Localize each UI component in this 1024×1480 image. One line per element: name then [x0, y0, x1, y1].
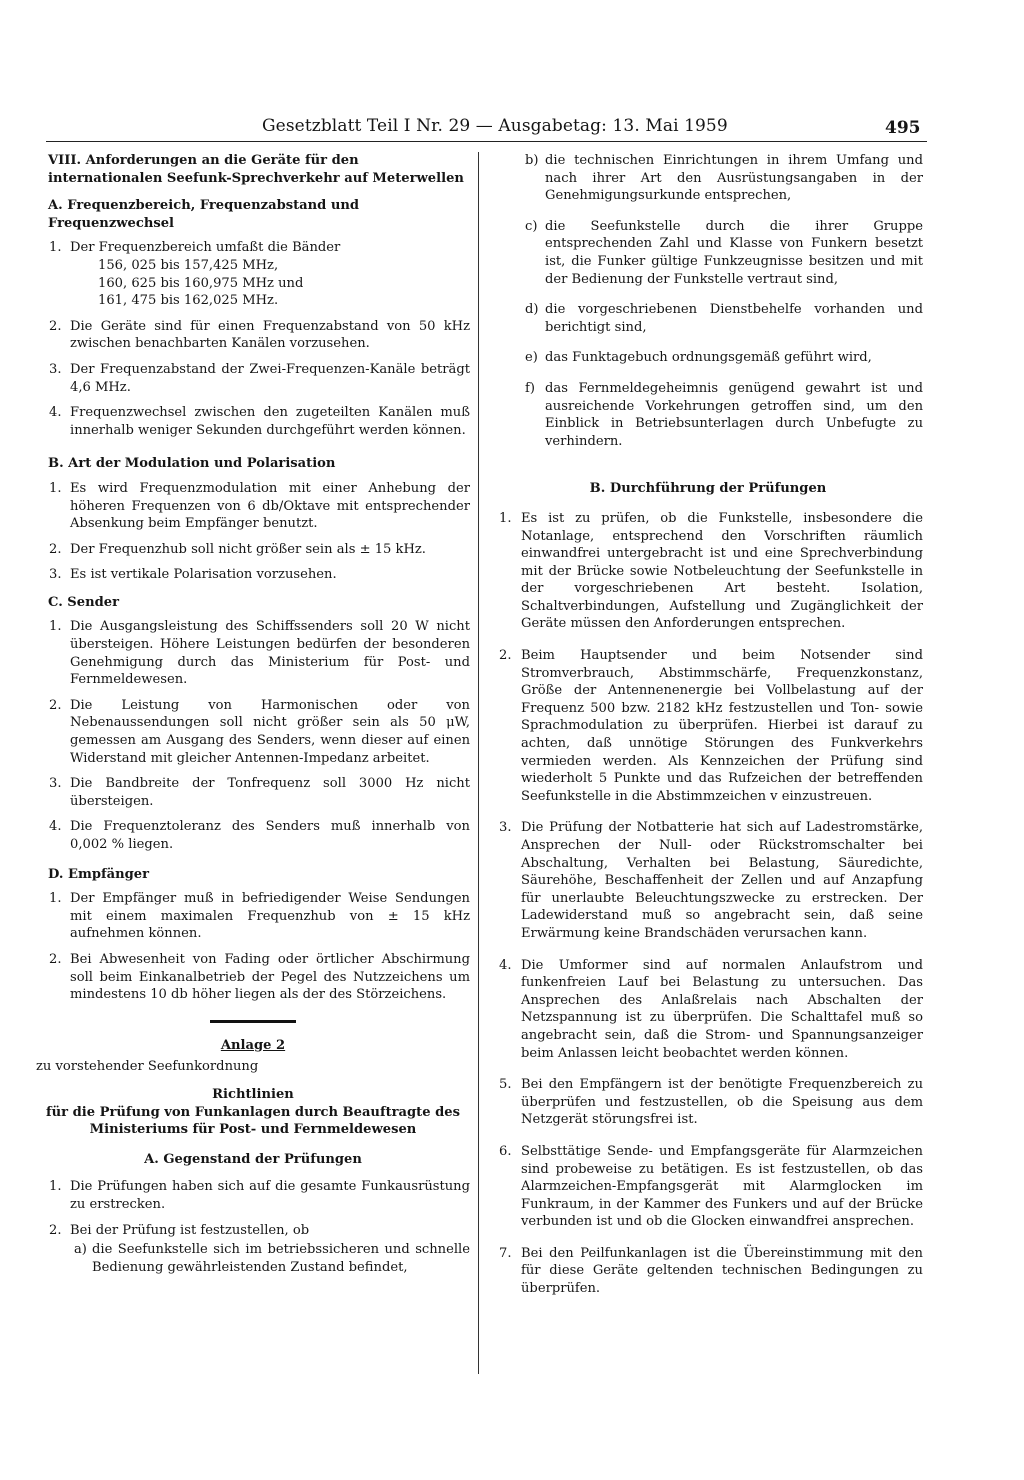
item-number: 5.	[499, 1077, 512, 1093]
item-text: Die Prüfungen haben sich auf die gesamte Funkausrüstung zu erstrecken.	[70, 1179, 470, 1212]
list-item	[36, 480, 470, 533]
sub-item-text: die technischen Einrichtungen in ihrem Umfang und nach ihrer Art den Ausrüstungsangaben in der Genehmigungsurkunde entsprechen,	[545, 153, 923, 204]
list-item	[36, 541, 470, 559]
sub-item	[493, 218, 923, 288]
frequency-band: 161, 475 bis 162,025 MHz.	[98, 293, 279, 309]
sub-item-letter: a)	[74, 1242, 87, 1258]
item-number: 7.	[499, 1245, 512, 1261]
sub-item	[493, 380, 923, 450]
list-item	[493, 957, 923, 1063]
sub-item	[493, 301, 923, 336]
item-number: 2.	[49, 318, 62, 334]
item-text: Der Frequenzabstand der Zwei-Frequenzen-Kanäle beträgt 4,6 MHz.	[70, 361, 470, 395]
guidelines-subtitle: für die Prüfung von Funkanlagen durch Beauftragte des Ministeriums für Post- und Fernmeldewesen	[46, 1104, 460, 1138]
item-text: Es ist zu prüfen, ob die Funkstelle, insbesondere die Notanlage, entsprechend den Vorschriften räumlich einwandfrei untergebracht ist und eine Sprechverbindung mit der Brücke sowie Notbeleuchtung der Seefunkstelle in der vorgeschriebenen Art besteht. Isolation, Schaltverbindungen, Aufstellung und Zugänglichkeit der Geräte müssen den Anforderungen entsprechen.	[521, 510, 923, 632]
list-item	[493, 1076, 923, 1129]
annex-title: Anlage 2	[220, 1037, 286, 1053]
section-d-heading: D. Empfänger	[48, 866, 150, 882]
item-number: 1.	[49, 480, 62, 496]
item-number: 1.	[49, 240, 62, 256]
sub-item-letter: d)	[525, 302, 539, 318]
list-item	[36, 1178, 470, 1213]
list-item	[36, 361, 470, 396]
sub-item-letter: b)	[525, 153, 539, 168]
item-text: Die Frequenztoleranz des Senders muß innerhalb von 0,002 % liegen.	[70, 819, 470, 852]
list-item	[36, 951, 470, 1004]
item-number: 1.	[49, 891, 62, 907]
list-item	[493, 1143, 923, 1231]
column-divider	[478, 152, 479, 1374]
sub-item-text: das Fernmeldegeheimnis genügend gewahrt ist und ausreichende Vorkehrungen getroffen sind, um den Einblick in Betriebsunterlagen durch Unbefugte zu verhindern.	[545, 380, 923, 449]
item-text: Die Leistung von Harmonischen oder von Nebenaussendungen soll nicht größer sein als 50 μW, gemessen am Ausgang des Senders, wenn dieser auf einen Widerstand mit gleicher Antennen-Impedanz arbeitet.	[70, 697, 470, 766]
list-item	[493, 647, 923, 805]
right-column	[493, 152, 923, 1312]
item-text: Frequenzwechsel zwischen den zugeteilten Kanälen muß innerhalb weniger Sekunden durchgeführt werden können.	[70, 405, 470, 438]
item-number: 1.	[499, 510, 512, 526]
list-item	[493, 510, 923, 633]
item-text: Bei Abwesenheit von Fading oder örtlicher Abschirmung soll beim Einkanalbetrieb der Pegel des Nutzzeichens um mindestens 10 db höher liegen als der des Störzeichens.	[70, 951, 470, 1003]
list-item	[36, 239, 470, 257]
item-text: Die Bandbreite der Tonfrequenz soll 3000 Hz nicht übersteigen.	[70, 776, 470, 809]
sub-item-letter: f)	[525, 380, 535, 396]
item-number: 2.	[49, 541, 62, 557]
list-item	[36, 318, 470, 353]
list-item	[36, 1222, 470, 1240]
item-number: 3.	[49, 776, 62, 792]
item-text: Es ist vertikale Polarisation vorzusehen.	[70, 567, 337, 583]
item-text: Der Frequenzbereich umfaßt die Bänder	[70, 240, 341, 256]
item-number: 4.	[49, 819, 62, 835]
section-a-heading: A. Frequenzbereich, Frequenzabstand und Frequenzwechsel	[48, 198, 360, 231]
item-number: 4.	[499, 957, 512, 973]
list-item	[36, 775, 470, 810]
list-item	[493, 819, 923, 942]
item-text: Die Geräte sind für einen Frequenzabstand von 50 kHz zwischen benachbarten Kanälen vorzusehen.	[70, 318, 470, 352]
item-text: Bei den Peilfunkanlagen ist die Übereinstimmung mit den für diese Geräte geltenden technischen Bedingungen zu überprüfen.	[521, 1245, 923, 1297]
list-item	[36, 566, 470, 584]
item-text: Die Umformer sind auf normalen Anlaufstrom und funkenfreien Lauf bei Belastung zu untersuchen. Das Ansprechen des Anlaßrelais nach Abschalten der Netzspannung ist zu überprüfen. Die Schalttafel muß so angebracht sein, daß die Strom- und Spannungsanzeiger beim Anlassen leicht beobachtet werden können.	[521, 957, 923, 1061]
left-column	[36, 152, 470, 1280]
annex-section-a-heading: A. Gegenstand der Prüfungen	[144, 1151, 362, 1167]
frequency-band: 156, 025 bis 157,425 MHz,	[98, 257, 279, 273]
sub-item-text: die Seefunkstelle sich im betriebssicheren und schnelle Bedienung gewährleistenden Zustand befindet,	[92, 1242, 470, 1275]
item-number: 2.	[499, 648, 512, 664]
item-text: Der Empfänger muß in befriedigender Weise Sendungen mit einem maximalen Frequenzhub von ± 15 kHz aufnehmen können.	[70, 891, 470, 942]
item-number: 2.	[49, 1222, 62, 1238]
guidelines-title: Richtlinien	[212, 1086, 294, 1102]
section-c-heading: C. Sender	[48, 594, 119, 610]
item-number: 3.	[49, 361, 62, 377]
annex-subtitle: zu vorstehender Seefunkordnung	[36, 1059, 259, 1075]
list-item	[36, 890, 470, 943]
item-text: Beim Hauptsender und beim Notsender sind Stromverbrauch, Abstimmschärfe, Frequenzkonstanz, Größe der Antennenenergie bei Vollbelastung auf der Frequenz 500 bzw. 2182 kHz festzustellen und Ton- sowie Sprachmodulation zu überprüfen. Hierbei ist darauf zu achten, daß unnötige Störungen des Funkverkehrs vermieden werden. Als Kennzeichen der Prüfung sind wiederholt 5 Punkte und das Rufzeichen der betreffenden Seefunkstelle in die Abstimmzeichen v einzustreuen.	[521, 648, 923, 804]
running-header: Gesetzblatt Teil I Nr. 29 — Ausgabetag: 13. Mai 1959	[262, 116, 728, 136]
list-item	[493, 1245, 923, 1298]
item-number: 1.	[49, 1179, 62, 1195]
sub-item-letter: e)	[525, 350, 538, 366]
list-item	[36, 618, 470, 688]
section-divider	[210, 1020, 296, 1023]
sub-item-text: das Funktagebuch ordnungsgemäß geführt wird,	[545, 350, 872, 366]
item-text: Selbsttätige Sende- und Empfangsgeräte für Alarmzeichen sind probeweise zu betätigen. Es ist festzustellen, ob das Alarmzeichen-Empfangsgerät mit Alarmglocken im Funkraum, in der Kammer des Funkers und auf der Brücke verbunden ist und ob die Glocken einwandfrei ansprechen.	[521, 1143, 923, 1230]
item-text: Bei der Prüfung ist festzustellen, ob	[70, 1222, 310, 1238]
list-item	[36, 818, 470, 853]
item-number: 2.	[49, 951, 62, 967]
sub-item-letter: c)	[525, 218, 538, 234]
item-number: 2.	[49, 697, 62, 713]
sub-item	[493, 349, 923, 367]
item-number: 3.	[499, 820, 512, 836]
list-item	[36, 697, 470, 767]
item-text: Der Frequenzhub soll nicht größer sein als ± 15 kHz.	[70, 541, 426, 557]
item-text: Die Ausgangsleistung des Schiffssenders soll 20 W nicht übersteigen. Höhere Leistungen bedürfen der besonderen Genehmigung durch das Ministerium für Post- und Fernmeldewesen.	[70, 619, 470, 688]
sub-item	[493, 152, 923, 205]
item-text: Bei den Empfängern ist der benötigte Frequenzbereich zu überprüfen und festzustellen, ob die Speisung aus dem Netzgerät störungsfrei ist.	[521, 1077, 923, 1128]
item-number: 1.	[49, 619, 62, 635]
item-number: 3.	[49, 567, 62, 583]
section-viii-heading: VIII. Anforderungen an die Geräte für den internationalen Seefunk-Sprechverkehr auf Meterwellen	[48, 153, 464, 186]
item-number: 6.	[499, 1143, 512, 1159]
sub-item-text: die Seefunkstelle durch die ihrer Gruppe entsprechenden Zahl und Klasse von Funkern besetzt ist, die Funker gültige Funkzeugnisse besitzen und mit der Bedienung der Funkstelle vertraut sind,	[545, 218, 923, 287]
page-number: 495	[885, 118, 921, 138]
section-b-heading: B. Art der Modulation und Polarisation	[48, 456, 336, 472]
header-rule	[46, 141, 927, 142]
list-item	[36, 404, 470, 439]
sub-item-text: die vorgeschriebenen Dienstbehelfe vorhanden und berichtigt sind,	[545, 302, 923, 335]
item-text: Es wird Frequenzmodulation mit einer Anhebung der höheren Frequenzen von 6 db/Oktave mit entsprechender Absenkung beim Empfänger benutzt.	[70, 480, 470, 532]
section-b-pruefungen-heading: B. Durchführung der Prüfungen	[589, 481, 827, 497]
sub-item	[36, 1241, 470, 1276]
item-number: 4.	[49, 405, 62, 421]
frequency-band: 160, 625 bis 160,975 MHz und	[98, 275, 304, 291]
item-text: Die Prüfung der Notbatterie hat sich auf Ladestromstärke, Ansprechen der Null- oder Rückstromschalter bei Abschaltung, Verhalten bei Belastung, Säuredichte, Säurehöhe, Beschaffenheit der Zellen und auf Anzapfung für unerlaubte Beleuchtungszwecke zu erstrecken. Der Ladewiderstand muß so angebracht sein, daß seine Erwärmung keine Brandschäden verursachen kann.	[521, 820, 923, 941]
